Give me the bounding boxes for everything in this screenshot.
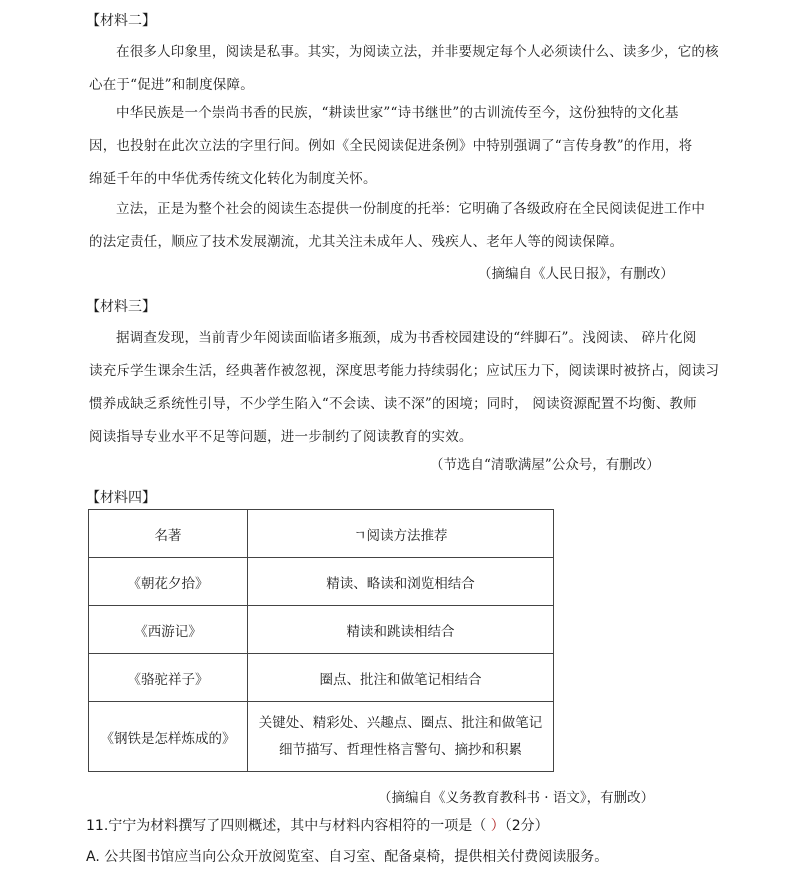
material2-source: （摘编自《人民日报》，有删改）: [478, 266, 674, 282]
text-line: 阅读指导专业水平不足等问题，进一步制约了阅读教育的实效。: [89, 429, 473, 445]
text-line: 心在于“促进”和制度保障。: [89, 77, 254, 93]
text-line: 在很多人印象里，阅读是私事。其实，为阅读立法，并非要规定每个人必须读什么、读多少，它的核: [116, 44, 719, 60]
text-line: 绵延千年的中华优秀传统文化转化为制度关怀。: [89, 171, 377, 187]
method-cell: 圈点、批注和做笔记相结合: [248, 654, 554, 702]
material3-source: （节选自“清歌满屋”公众号，有删改）: [430, 457, 660, 473]
text-line: 读充斥学生课余生活，经典著作被忽视，深度思考能力持续弱化；应试压力下，阅读课时被挤占，阅读习: [89, 363, 720, 379]
reading-method-table: [88, 509, 554, 772]
text-line: 惯养成缺乏系统性引导，不少学生陷入“不会读、读不深”的困境；同时， 阅读资源配置不均衡、教师: [89, 396, 697, 412]
question-score: （2分）: [504, 818, 549, 834]
material4-source: （摘编自《义务教育教科书 · 语文》，有删改）: [378, 790, 655, 806]
method-cell: [248, 702, 554, 772]
material3-heading: 【材料三】: [86, 299, 156, 315]
material4-heading: 【材料四】: [86, 490, 156, 506]
method-cell: 精读、略读和浏览相结合: [248, 558, 554, 606]
text-line: 据调查发现，当前青少年阅读面临诸多瓶颈，成为书香校园建设的“绊脚石”。浅阅读、 碎片化阅: [116, 330, 697, 346]
table-row: [89, 654, 554, 702]
material3-paragraph: [89, 322, 719, 454]
stray-mark: ㄱ: [353, 527, 367, 544]
table-header-row: [89, 510, 554, 558]
book-cell: 《西游记》: [89, 606, 248, 654]
option-a[interactable]: A. 公共图书馆应当向公众开放阅览室、自习室、配备桌椅，提供相关付费阅读服务。: [86, 849, 609, 865]
answer-blank[interactable]: ）: [486, 818, 505, 834]
table-row: [89, 558, 554, 606]
table-row: [89, 702, 554, 772]
text-line: 的法定责任，顺应了技术发展潮流，尤其关注未成年人、残疾人、老年人等的阅读保障。: [89, 234, 624, 250]
text-line: 立法，正是为整个社会的阅读生态提供一份制度的托举：它明确了各级政府在全民阅读促进工作中: [116, 201, 706, 217]
header-book: 名著: [89, 510, 248, 558]
method-line: 细节描写、哲理性格言警句、摘抄和积累: [279, 741, 522, 758]
question-11: [86, 815, 549, 835]
material2-paragraph-2: [89, 97, 692, 196]
book-cell: 《钢铁是怎样炼成的》: [89, 702, 248, 772]
header-method-label: 阅读方法推荐: [366, 527, 448, 544]
material2-paragraph-1: [89, 36, 719, 102]
material2-heading: 【材料二】: [86, 13, 156, 29]
text-line: 中华民族是一个崇尚书香的民族，“耕读世家”“诗书继世”的古训流传至今，这份独特的文化基: [116, 105, 679, 121]
question-stem: 11.宁宁为材料撰写了四则概述，其中与材料内容相符的一项是（: [86, 818, 487, 834]
header-method: [248, 510, 554, 558]
book-cell: 《骆驼祥子》: [89, 654, 248, 702]
method-cell: 精读和跳读相结合: [248, 606, 554, 654]
text-line: 因，也投射在此次立法的字里行间。例如《全民阅读促进条例》中特别强调了“言传身教”的作用，将: [89, 138, 693, 154]
table-row: [89, 606, 554, 654]
material2-paragraph-3: [89, 193, 705, 259]
book-cell: 《朝花夕拾》: [89, 558, 248, 606]
method-line: 关键处、精彩处、兴趣点、圈点、批注和做笔记: [258, 714, 543, 731]
